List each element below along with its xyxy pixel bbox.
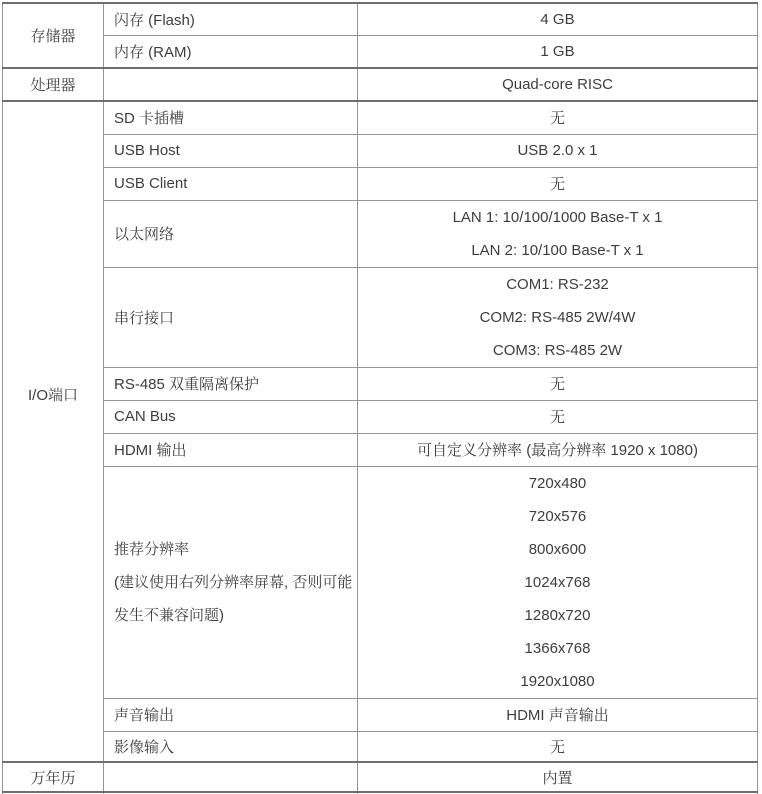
spec-label: RS-485 双重隔离保护 (104, 367, 358, 400)
table-row (3, 698, 758, 731)
value-line: 720x480 (528, 474, 587, 492)
spec-value (358, 200, 758, 267)
spec-value: 无 (358, 367, 758, 400)
label-line: 发生不兼容问题) (114, 606, 224, 624)
label-line: 推荐分辨率 (114, 540, 190, 558)
value-line: LAN 2: 10/100 Base-T x 1 (471, 241, 644, 259)
spec-value: 无 (358, 101, 758, 134)
spec-value: 无 (358, 400, 758, 433)
table-row (3, 200, 758, 267)
table-row (3, 400, 758, 433)
spec-label: 内存 (RAM) (104, 35, 358, 68)
category-cell-io-ports (3, 101, 104, 762)
spec-label (104, 466, 358, 698)
table-row (3, 267, 758, 367)
spec-value: 无 (358, 731, 758, 762)
table-row (3, 3, 758, 35)
spec-label: USB Host (104, 134, 358, 167)
value-line: 1024x768 (524, 573, 591, 591)
category-cell-calendar: 万年历 (3, 762, 104, 792)
spec-label: 闪存 (Flash) (104, 3, 358, 35)
spec-table (2, 2, 758, 794)
category-cell-processor: 处理器 (3, 68, 104, 101)
table-row (3, 762, 758, 792)
value-line: COM3: RS-485 2W (492, 341, 623, 359)
table-row (3, 167, 758, 200)
table-row (3, 101, 758, 134)
table-row (3, 731, 758, 762)
spec-value: Quad-core RISC (358, 68, 758, 101)
value-line: LAN 1: 10/100/1000 Base-T x 1 (452, 208, 663, 226)
spec-value: 1 GB (358, 35, 758, 68)
value-line: 720x576 (528, 507, 587, 525)
spec-label: HDMI 输出 (104, 433, 358, 466)
spec-label: 以太网络 (104, 200, 358, 267)
label-line: (建议使用右列分辨率屏幕, 否则可能 (114, 573, 353, 591)
spec-value (358, 466, 758, 698)
table-row (3, 134, 758, 167)
spec-value: 可自定义分辨率 (最高分辨率 1920 x 1080) (358, 433, 758, 466)
table-row (3, 433, 758, 466)
value-line: COM2: RS-485 2W/4W (479, 308, 636, 326)
value-line: 1280x720 (524, 606, 591, 624)
table-row (3, 68, 758, 101)
category-cell-storage: 存储器 (3, 3, 104, 68)
spec-value (358, 267, 758, 367)
spec-label: 影像输入 (104, 731, 358, 762)
table-row (3, 35, 758, 68)
table-row (3, 367, 758, 400)
spec-label (104, 762, 358, 792)
spec-value: USB 2.0 x 1 (358, 134, 758, 167)
spec-label: USB Client (104, 167, 358, 200)
spec-value: HDMI 声音输出 (358, 698, 758, 731)
spec-label: CAN Bus (104, 400, 358, 433)
spec-label: 串行接口 (104, 267, 358, 367)
value-line: COM1: RS-232 (506, 275, 609, 293)
category-label: I/O端口 (27, 387, 78, 404)
value-line: 800x600 (528, 540, 587, 558)
spec-label: 声音输出 (104, 698, 358, 731)
spec-value: 无 (358, 167, 758, 200)
table-row (3, 466, 758, 698)
value-line: 1366x768 (524, 639, 591, 657)
spec-value: 内置 (358, 762, 758, 792)
spec-label (104, 68, 358, 101)
spec-value: 4 GB (358, 3, 758, 35)
value-line: 1920x1080 (520, 672, 595, 690)
spec-label: SD 卡插槽 (104, 101, 358, 134)
